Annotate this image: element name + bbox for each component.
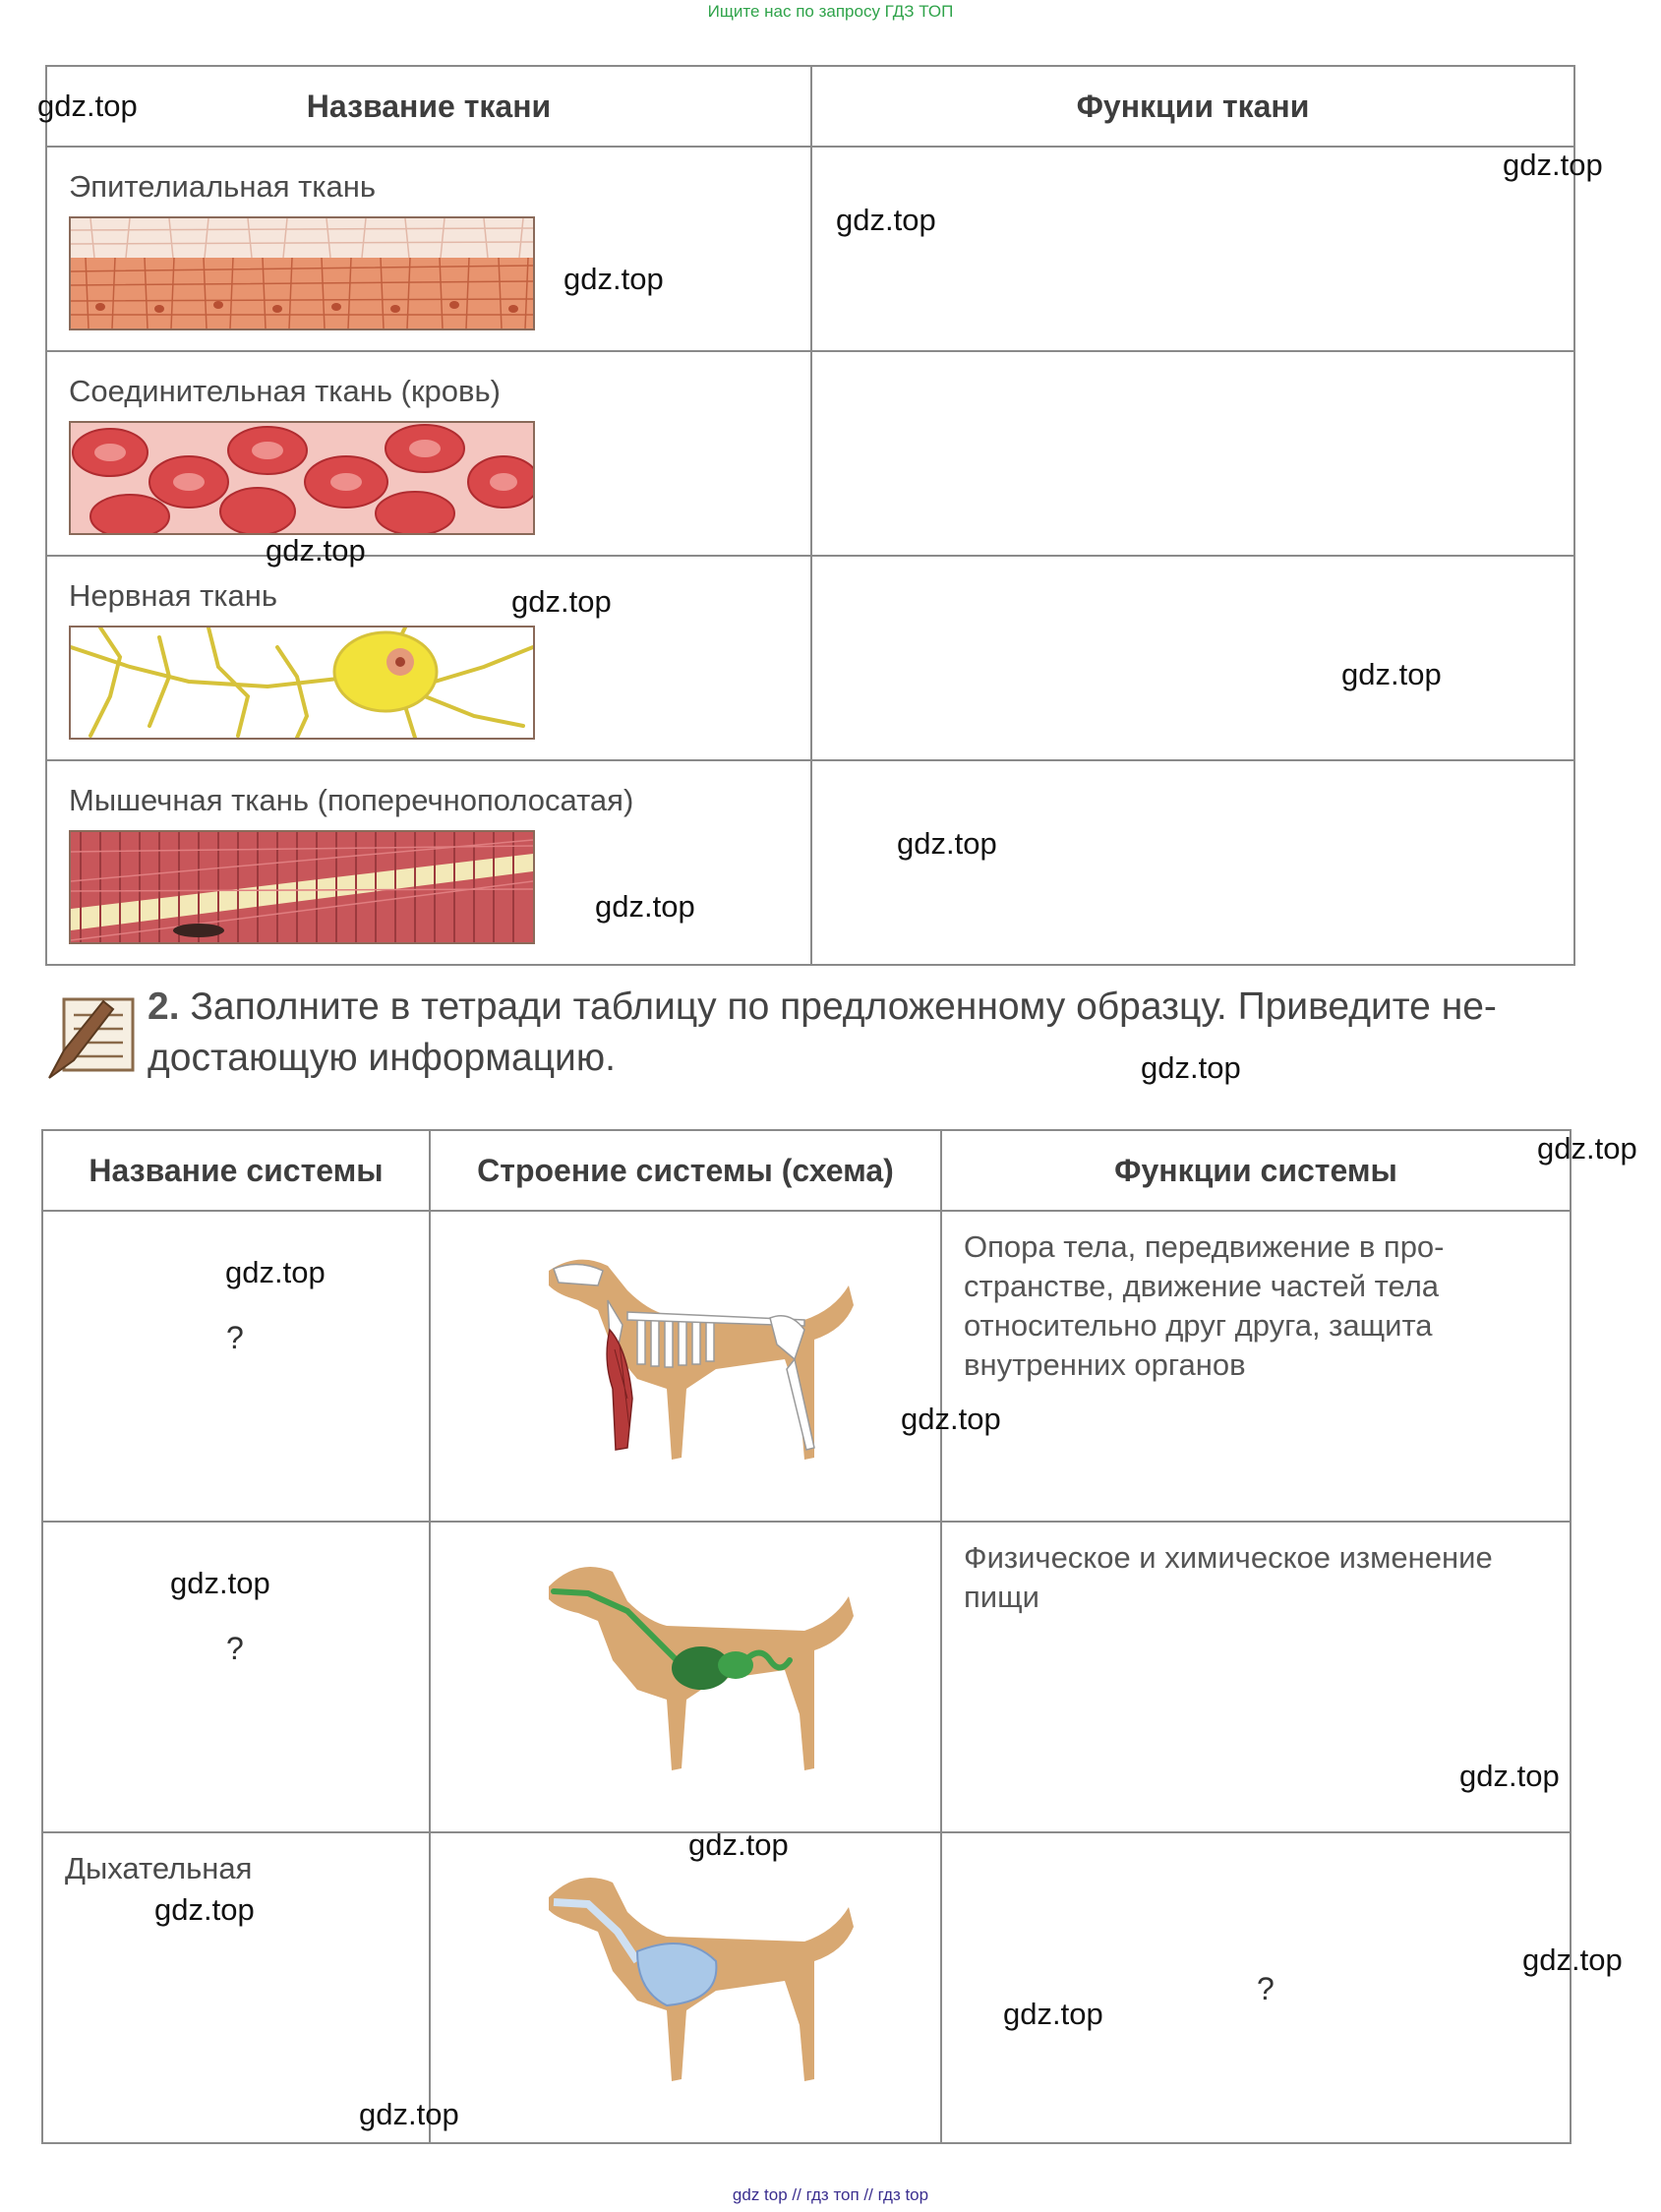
header-tissue-name: Название ткани — [46, 66, 811, 147]
tissue-function-cell[interactable] — [811, 351, 1574, 556]
system-structure-cell — [430, 1522, 941, 1832]
watermark: gdz.top — [37, 89, 138, 123]
watermark: gdz.top — [1537, 1131, 1637, 1166]
notebook-pencil-icon — [44, 991, 143, 1080]
watermark: gdz.top — [595, 889, 695, 924]
watermark: gdz.top — [688, 1827, 789, 1862]
system-function-cell[interactable] — [941, 1211, 1571, 1522]
system-structure-cell — [430, 1211, 941, 1522]
watermark: gdz.top — [511, 584, 612, 619]
header-tissue-functions: Функции ткани — [811, 66, 1574, 147]
tissue-row — [46, 147, 811, 351]
task-text — [148, 982, 1623, 1084]
striated-muscle-image — [69, 830, 535, 944]
watermark: gdz.top — [901, 1402, 1001, 1436]
neuron-image — [69, 626, 535, 740]
system-structure-cell — [430, 1832, 941, 2143]
tissue-name: Соединительная ткань (кровь) — [69, 374, 501, 408]
tissue-name: Нервная ткань — [69, 578, 278, 613]
missing-answer: ? — [226, 1631, 244, 1666]
tissue-function-cell[interactable] — [811, 760, 1574, 965]
watermark: gdz.top — [1003, 1997, 1103, 2031]
watermark: gdz.top — [266, 533, 366, 568]
tissue-function-cell[interactable] — [811, 556, 1574, 760]
dog-digestive-image — [519, 1542, 873, 1818]
tissue-row — [46, 351, 811, 556]
task-number: 2. — [148, 986, 180, 1028]
top-banner: Ищите нас по запросу ГДЗ ТОП — [707, 2, 954, 21]
watermark: gdz.top — [897, 826, 997, 861]
missing-answer: ? — [226, 1320, 244, 1355]
tissue-table — [45, 65, 1575, 966]
blood-cells-image — [69, 421, 535, 535]
watermark: gdz.top — [170, 1566, 270, 1600]
watermark: gdz.top — [154, 1892, 255, 1927]
watermark: gdz.top — [564, 262, 664, 296]
watermark: gdz.top — [359, 2097, 459, 2131]
system-function-text: Физическое и химическое изменение пищи — [964, 1540, 1493, 1614]
header-system-name: Название системы — [42, 1130, 430, 1211]
system-function-text: Опора тела, передвижение в про- странстве, движение частей тела относительно друг друга, защита внутренних органов — [964, 1229, 1445, 1382]
tissue-name: Эпителиальная ткань — [69, 169, 377, 204]
bottom-banner: gdz top // гдз топ // гдз top — [732, 2185, 929, 2204]
tissue-name: Мышечная ткань (поперечнополосатая) — [69, 783, 634, 817]
watermark: gdz.top — [1522, 1943, 1623, 1977]
header-system-functions: Функции системы — [941, 1130, 1571, 1211]
task-instruction: Заполните в тетради таблицу по предложенному образцу. Приведите не- — [190, 986, 1497, 1028]
watermark: gdz.top — [1459, 1759, 1560, 1793]
tissue-row — [46, 556, 811, 760]
epithelial-tissue-image — [69, 216, 535, 330]
watermark: gdz.top — [836, 203, 936, 237]
system-function-cell[interactable] — [941, 1832, 1571, 2143]
watermark: gdz.top — [1503, 148, 1603, 182]
watermark: gdz.top — [1341, 657, 1442, 691]
watermark: gdz.top — [225, 1255, 326, 1289]
header-system-structure: Строение системы (схема) — [430, 1130, 941, 1211]
tissue-function-cell[interactable] — [811, 147, 1574, 351]
dog-respiratory-image — [519, 1853, 873, 2128]
dog-skeleton-muscles-image — [519, 1231, 873, 1507]
missing-answer: ? — [1257, 1971, 1275, 2006]
system-name: Дыхательная — [65, 1851, 253, 1885]
task-instruction-cont: достающую информацию. — [148, 1037, 616, 1079]
watermark: gdz.top — [1141, 1050, 1241, 1085]
tissue-row — [46, 760, 811, 965]
